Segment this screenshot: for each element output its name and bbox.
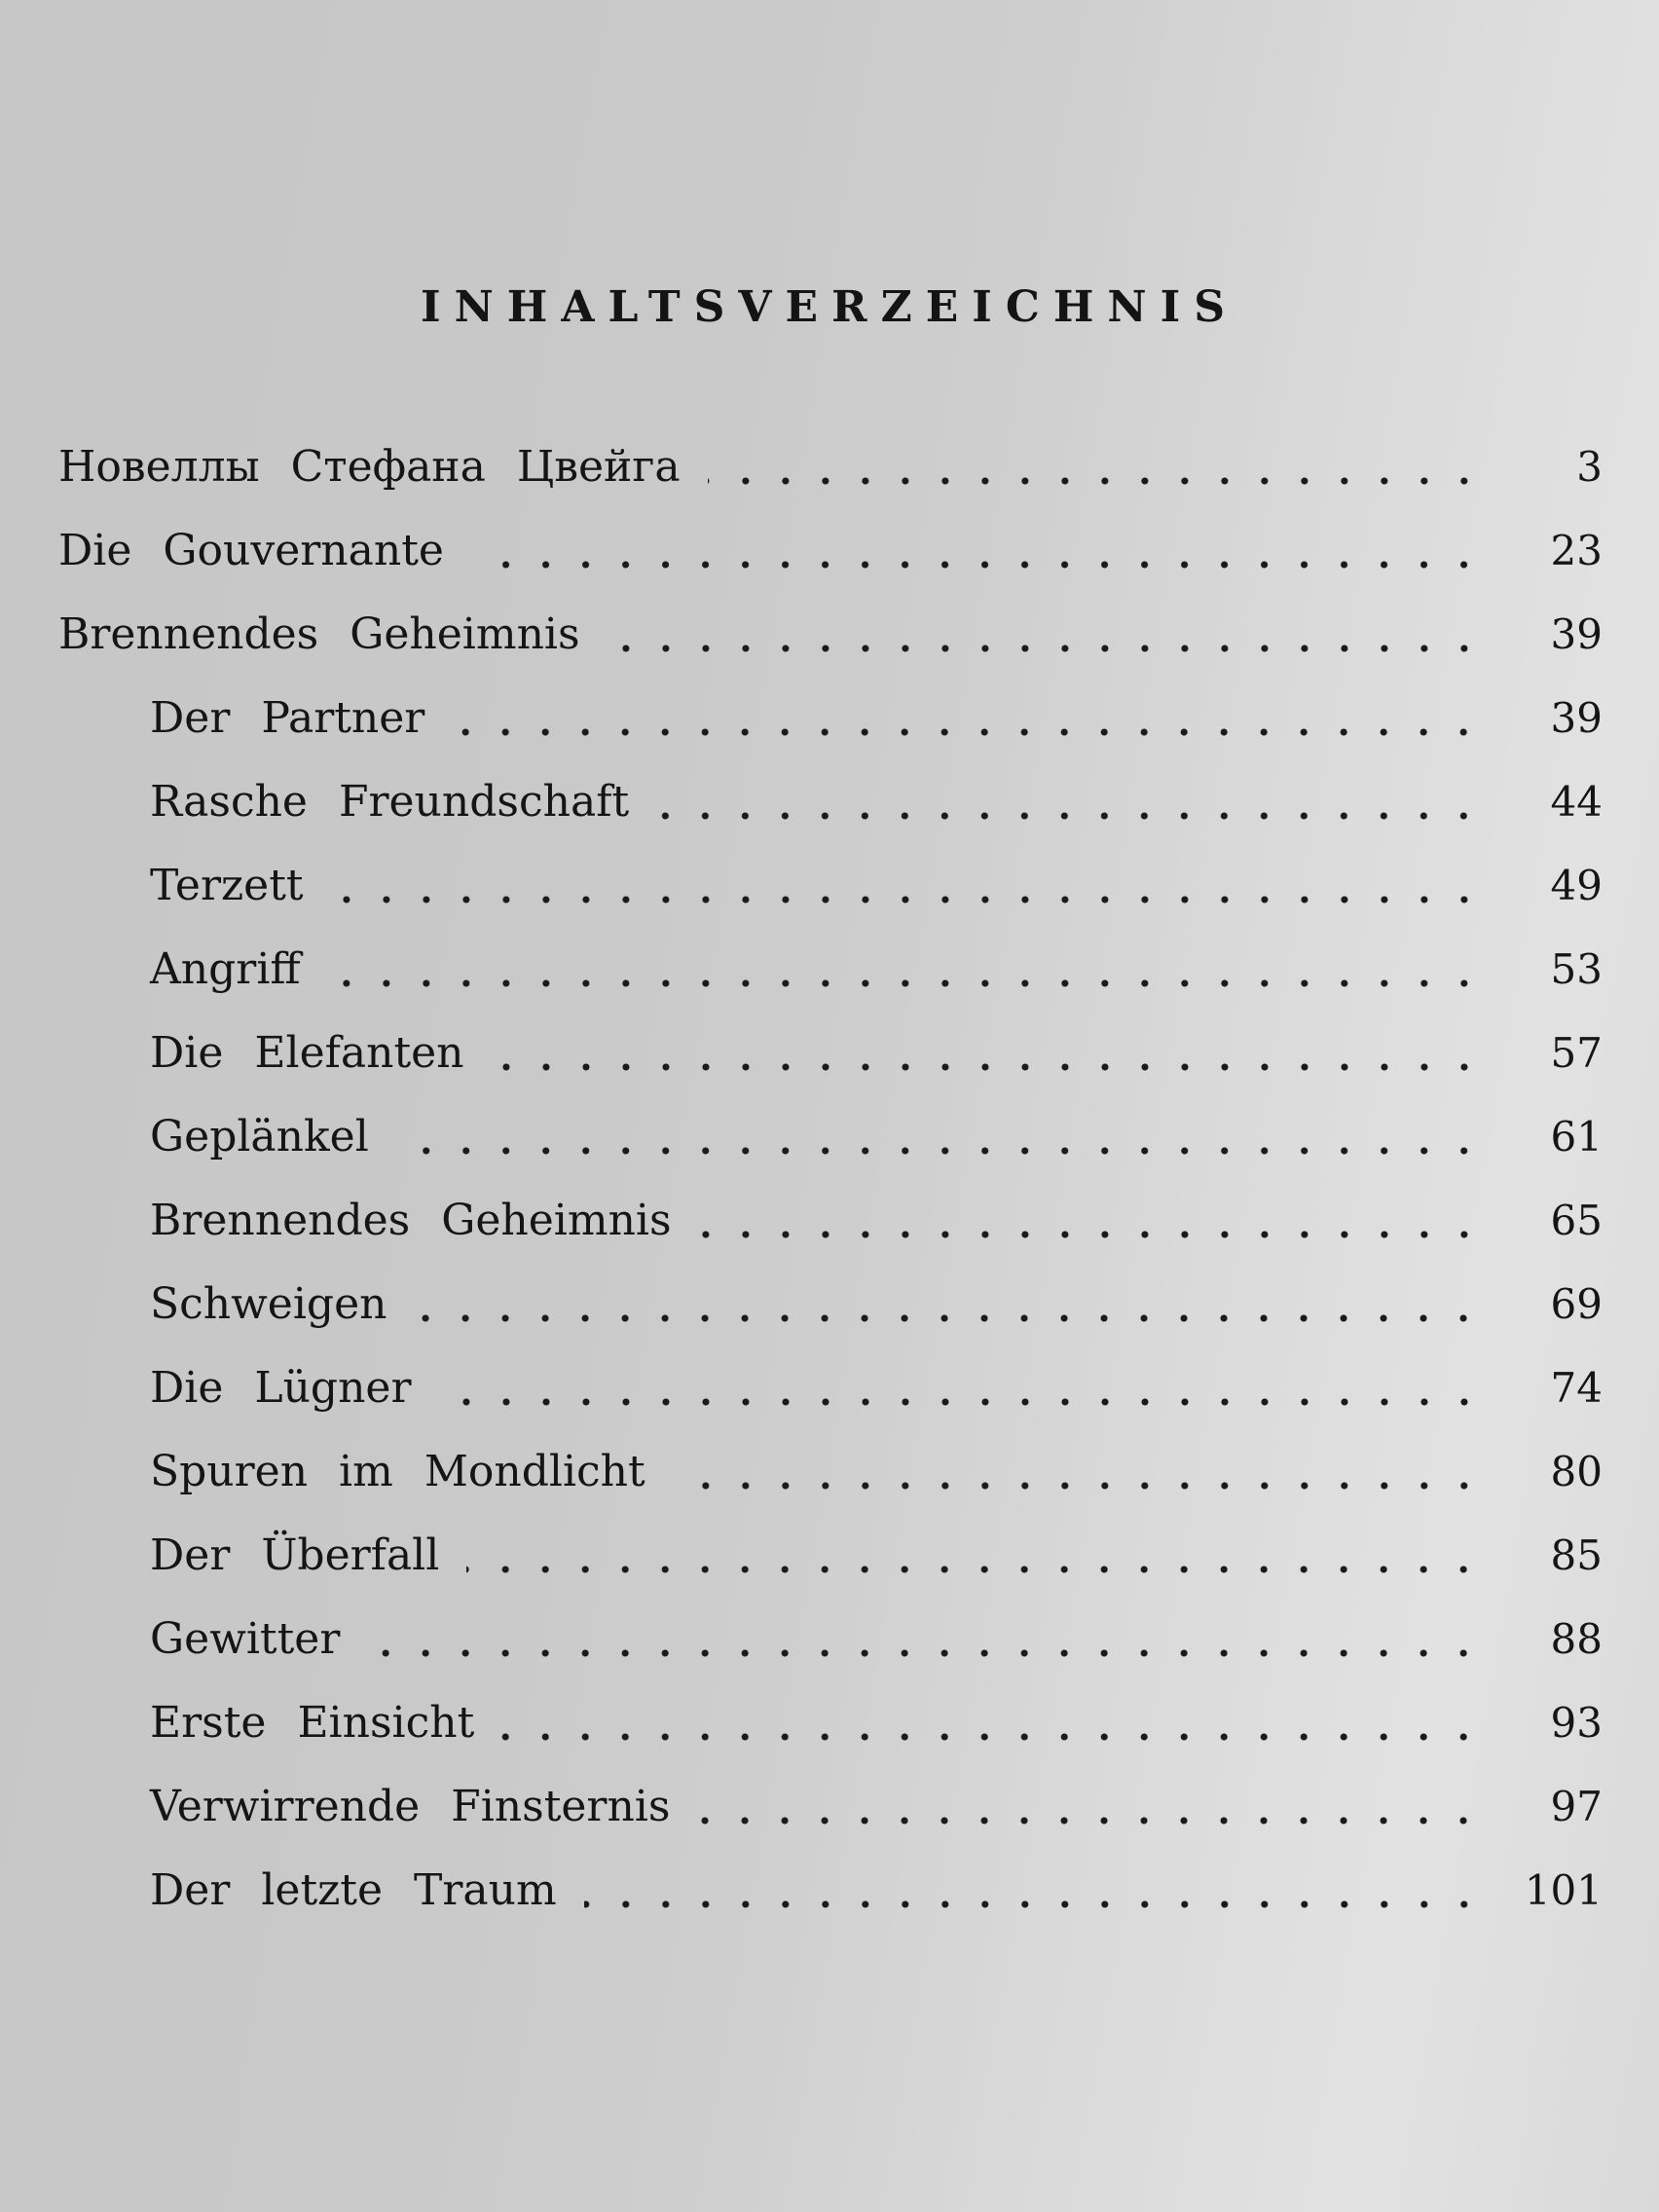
toc-subentry [58,1848,1603,1932]
dot-leader [608,612,1484,655]
toc-subentry [58,759,1603,843]
toc-entry-page: 101 [1524,1865,1603,1914]
dot-leader [439,1366,1484,1409]
toc-entry-page: 57 [1550,1028,1603,1077]
toc-subentry [58,1346,1603,1429]
dot-leader [697,1785,1484,1827]
toc-entry-label: Der letzte Traum [150,1864,557,1915]
dot-leader [414,1282,1484,1325]
dot-leader [452,696,1484,739]
dot-leader [699,1198,1484,1241]
toc-subentry [58,927,1603,1011]
dot-leader [584,1868,1484,1911]
toc-entry-page: 74 [1550,1363,1603,1412]
toc-entry-page: 80 [1550,1447,1603,1495]
page-title: INHALTSVERZEICHNIS [420,282,1239,332]
dot-leader [328,947,1484,990]
toc-entry-label: Новеллы Стефана Цвейга [58,441,681,492]
toc-entry-page: 88 [1550,1614,1603,1663]
toc-subentry [58,1262,1603,1346]
toc-subentry [58,1597,1603,1680]
dot-leader [471,529,1484,571]
toc-entry [58,424,1603,508]
toc-subentry [58,1011,1603,1094]
toc-entry-label: Terzett [150,860,304,910]
toc-entry-page: 23 [1550,526,1603,574]
toc-entry-label: Rasche Freundschaft [150,776,630,827]
toc-entry-page: 44 [1550,777,1603,826]
toc-subentry [58,1429,1603,1513]
dot-leader [656,780,1484,823]
toc-subentry [58,1764,1603,1848]
dot-leader [396,1115,1484,1158]
dot-leader [466,1533,1484,1576]
toc-entry-label: Der Überfall [150,1530,440,1580]
table-of-contents [58,424,1603,1932]
toc-entry-label: Geplänkel [150,1111,369,1161]
toc-entry-label: Gewitter [150,1613,341,1664]
toc-entry-label: Schweigen [150,1278,387,1329]
toc-subentry [58,843,1603,927]
toc-entry [58,592,1603,676]
toc-entry-page: 85 [1550,1530,1603,1579]
dot-leader [708,445,1484,488]
toc-entry-page: 53 [1550,944,1603,993]
toc-entry-page: 39 [1550,693,1603,742]
toc-entry-label: Brennendes Geheimnis [58,608,580,659]
toc-entry-page: 3 [1576,442,1603,491]
toc-subentry [58,676,1603,759]
toc-entry-label: Die Elefanten [150,1027,464,1078]
toc-subentry [58,1178,1603,1262]
dot-leader [331,864,1484,906]
toc-entry-page: 97 [1550,1782,1603,1830]
toc-entry-page: 61 [1550,1112,1603,1161]
toc-entry-page: 49 [1550,861,1603,909]
toc-entry-label: Spuren im Mondlicht [150,1446,645,1496]
dot-leader [501,1701,1484,1744]
toc-entry-label: Die Lügner [150,1362,412,1413]
toc-entry [58,508,1603,592]
toc-entry-label: Der Partner [150,692,425,743]
toc-subentry [58,1513,1603,1597]
toc-entry-page: 65 [1550,1196,1603,1244]
toc-entry-page: 93 [1550,1698,1603,1747]
toc-entry-label: Brennendes Geheimnis [150,1195,672,1245]
toc-entry-label: Verwirrende Finsternis [150,1781,671,1831]
toc-entry-page: 39 [1550,609,1603,658]
toc-entry-label: Die Gouvernante [58,525,444,575]
dot-leader [492,1031,1484,1074]
toc-entry-label: Angriff [150,943,301,994]
dot-leader [673,1450,1484,1493]
toc-entry-page: 69 [1550,1279,1603,1328]
toc-subentry [58,1680,1603,1764]
dot-leader [367,1617,1484,1660]
toc-entry-label: Erste Einsicht [150,1697,475,1748]
toc-subentry [58,1094,1603,1178]
